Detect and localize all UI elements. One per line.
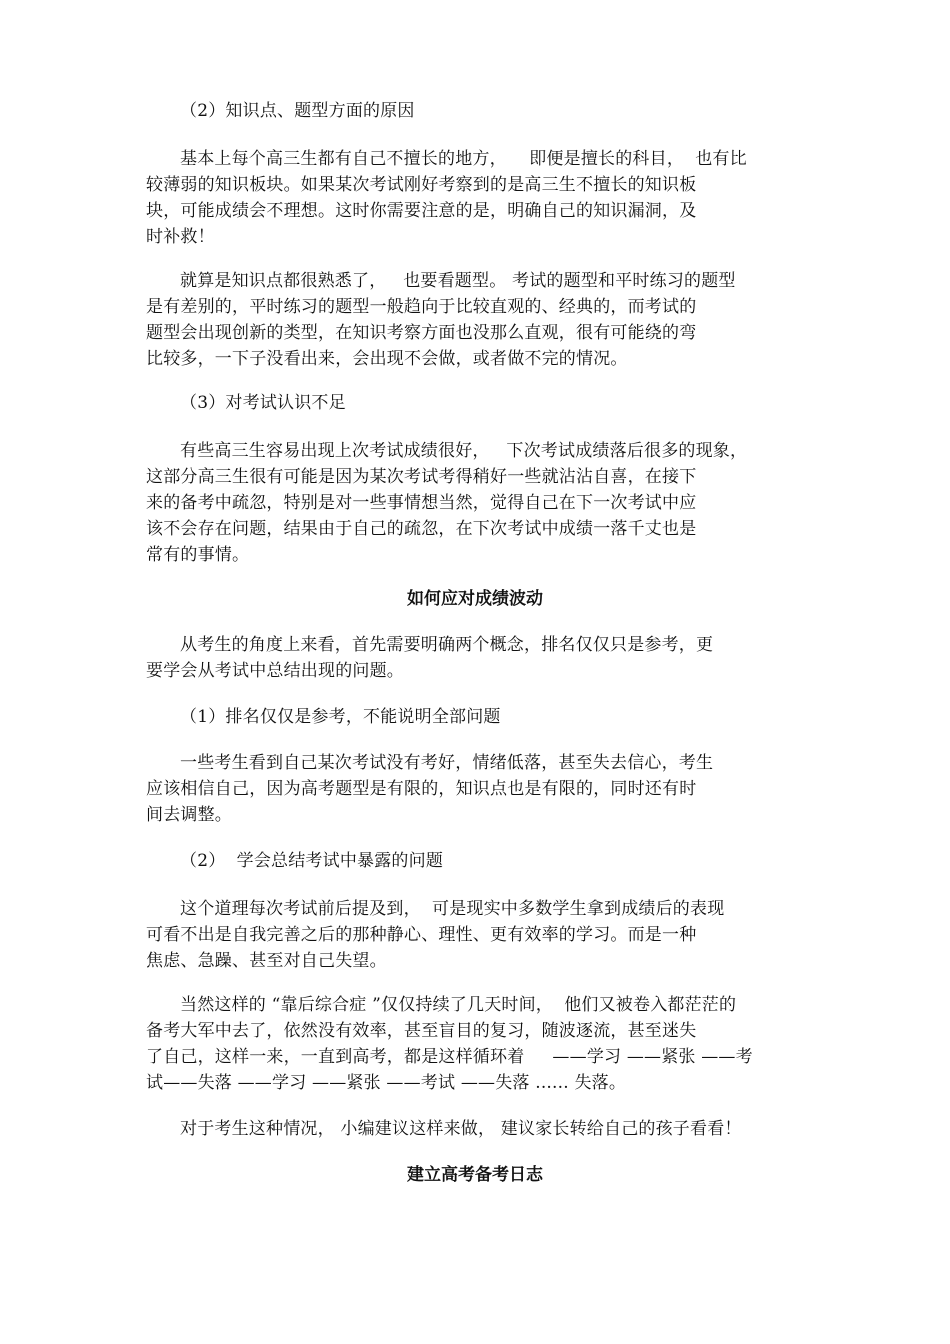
paragraph-line: 块，可能成绩会不理想。这时你需要注意的是，明确自己的知识漏洞，及 (146, 201, 697, 221)
paragraph-line: 基本上每个高三生都有自己不擅长的地方， 即便是擅长的科目， 也有比 (180, 149, 747, 169)
paragraph-line: 这个道理每次考试前后提及到， 可是现实中多数学生拿到成绩后的表现 (180, 899, 725, 919)
subheading-exam-awareness: （3）对考试认识不足 (180, 393, 346, 413)
paragraph-line: 该不会存在问题，结果由于自己的疏忽，在下次考试中成绩一落千丈也是 (146, 519, 697, 539)
paragraph-line: 从考生的角度上来看，首先需要明确两个概念，排名仅仅只是参考，更 (180, 635, 714, 655)
paragraph-line: 当然这样的 “靠后综合症 ”仅仅持续了几天时间， 他们又被卷入都茫茫的 (180, 995, 737, 1015)
paragraph-line: 备考大军中去了，依然没有效率，甚至盲目的复习，随波逐流，甚至迷失 (146, 1021, 697, 1041)
paragraph-line: 来的备考中疏忽，特别是对一些事情想当然，觉得自己在下一次考试中应 (146, 493, 697, 513)
section-title-study-log: 建立高考备考日志 (407, 1165, 543, 1185)
paragraph-line: 常有的事情。 (146, 545, 250, 565)
paragraph-line: 了自己，这样一来，一直到高考，都是这样循环着 ——学习 ——紧张 ——考 (146, 1047, 753, 1067)
paragraph-line: 对于考生这种情况， 小编建议这样来做， 建议家长转给自己的孩子看看！ (180, 1119, 742, 1139)
section-title-score-fluctuation: 如何应对成绩波动 (407, 589, 543, 609)
paragraph-line: 这部分高三生很有可能是因为某次考试考得稍好一些就沾沾自喜，在接下 (146, 467, 697, 487)
subheading-ranking: （1）排名仅仅是参考，不能说明全部问题 (180, 707, 501, 727)
paragraph-line: 可看不出是自我完善之后的那种静心、理性、更有效率的学习。而是一种 (146, 925, 697, 945)
paragraph-line: 间去调整。 (146, 805, 232, 825)
paragraph-line: 就算是知识点都很熟悉了， 也要看题型。 考试的题型和平时练习的题型 (180, 271, 736, 291)
paragraph-line: 比较多，一下子没看出来，会出现不会做，或者做不完的情况。 (146, 349, 628, 369)
paragraph-line: 是有差别的，平时练习的题型一般趋向于比较直观的、经典的，而考试的 (146, 297, 697, 317)
paragraph-line: 有些高三生容易出现上次考试成绩很好， 下次考试成绩落后很多的现象， (180, 441, 748, 461)
paragraph-line: 试——失落 ——学习 ——紧张 ——考试 ——失落 ...... 失落。 (146, 1073, 627, 1093)
paragraph-line: 题型会出现创新的类型，在知识考察方面也没那么直观，很有可能绕的弯 (146, 323, 697, 343)
paragraph-line: 应该相信自己，因为高考题型是有限的，知识点也是有限的，同时还有时 (146, 779, 697, 799)
subheading-knowledge-types: （2）知识点、题型方面的原因 (180, 101, 415, 121)
paragraph-line: 要学会从考试中总结出现的问题。 (146, 661, 404, 681)
paragraph-line: 较薄弱的知识板块。如果某次考试刚好考察到的是高三生不擅长的知识板 (146, 175, 697, 195)
paragraph-line: 时补救！ (146, 227, 215, 247)
paragraph-line: 焦虑、急躁、甚至对自己失望。 (146, 951, 387, 971)
paragraph-line: 一些考生看到自己某次考试没有考好，情绪低落，甚至失去信心，考生 (180, 753, 714, 773)
subheading-summarize-problems: （2） 学会总结考试中暴露的问题 (180, 851, 444, 871)
